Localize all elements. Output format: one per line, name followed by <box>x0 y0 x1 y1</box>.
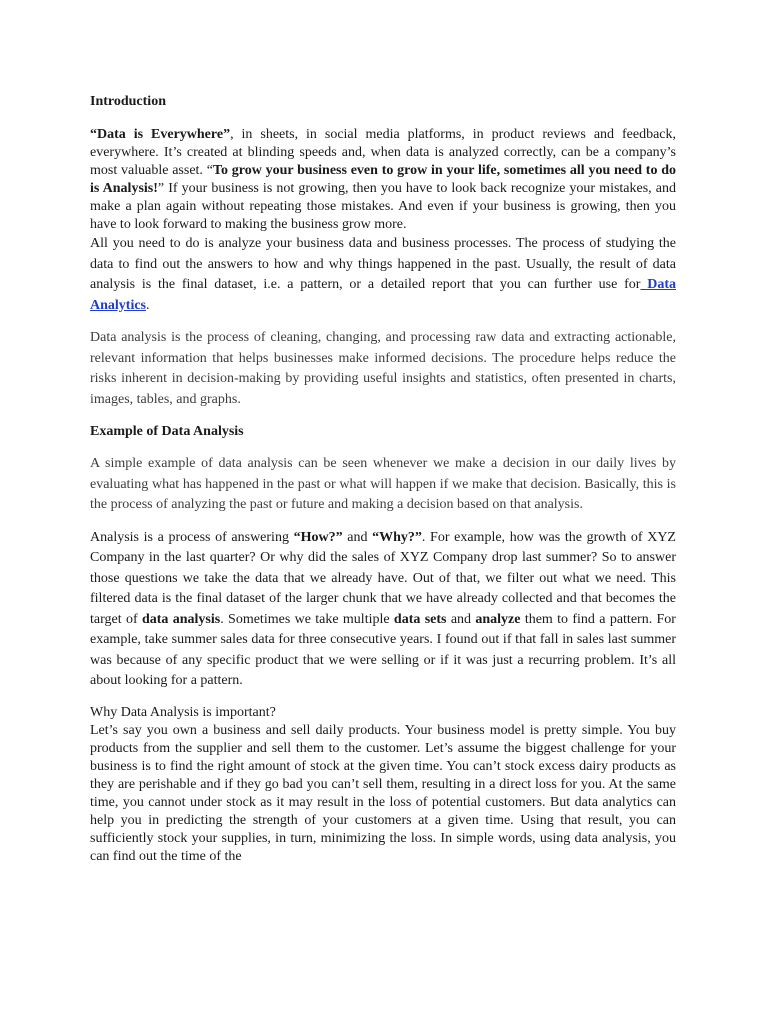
example-paragraph-2 <box>90 528 676 692</box>
intro-p2-end: . <box>146 297 150 313</box>
intro-p2-text: All you need to do is analyze your business data and business processes. The process of studying the data to find out the answers to how and why things happened in the past. Usually, the result of data analysis is the final dataset, i.e. a pattern, or a detailed report that you can further use for <box>90 236 676 292</box>
intro-bold-quote: “Data is Everywhere” <box>90 127 231 142</box>
section-heading-introduction: Introduction <box>90 94 166 109</box>
example-p2-t2: and <box>342 529 373 545</box>
example-p2-t6: them to find a pattern. For example, take summer sales data for three consecutive years. I found out if that fall in sales last summer was because of any specific product that we were selling or if it was just a recurring problem. It’s all about looking for a pattern. <box>90 611 676 688</box>
example-p2-t5: and <box>446 611 476 627</box>
example-p2-t1: Analysis is a process of answering <box>90 529 294 545</box>
example-paragraph-1: A simple example of data analysis can be seen whenever we make a decision in our daily lives by evaluating what has happened in the past or what will happen if we make that decision. Basically, this is the process of analyzing the past or future and making a decision based on that analysis. <box>90 456 676 512</box>
example-bold-why: “Why?” <box>372 529 422 545</box>
example-p2-t3: . For example, how was the growth of XYZ Company in the last quarter? Or why did the sales of XYZ Company drop last summer? So to answer those questions we take the data that we already have. Out of that, we filter out what we need. This filtered data is the final dataset of the larger chunk that we have already collected and that becomes the target of <box>90 529 676 627</box>
section-heading-why: Why Data Analysis is important? <box>90 704 276 720</box>
example-bold-how: “How?” <box>293 529 343 545</box>
example-bold-data-analysis: data analysis <box>141 611 221 627</box>
example-bold-data-sets: data sets <box>393 611 447 627</box>
intro-text-1: , in sheets, in social media platforms, in product reviews and feedback, everywhere. It’s created at blinding speeds and, when data is analyzed correctly, can be a company’s most valuable asset. “ <box>90 127 676 178</box>
intro-paragraph-3: Data analysis is the process of cleaning, changing, and processing raw data and extracting actionable, relevant information that helps businesses make informed decisions. The procedure helps reduce the risks inherent in decision-making by providing useful insights and statistics, often presented in charts, images, tables, and graphs. <box>90 330 676 407</box>
why-paragraph-1: Let’s say you own a business and sell daily products. Your business model is pretty simple. You buy products from the supplier and sell them to the customer. Let’s assume the biggest challenge for your business is to find the right amount of stock at the given time. You can’t stock excess dairy products as they are perishable and if they go bad you can’t sell them, resulting in a direct loss for you. At the same time, you cannot under stock as it may result in the loss of potential customers. But data analytics can help you in predicting the strength of your customers at a given time. Using that result, you can sufficiently stock your supplies, in turn, minimizing the loss. In simple words, using data analysis, you can find out the time of the <box>90 722 676 864</box>
intro-bold-motto: To grow your business even to grow in your life, sometimes all you need to do is Analysis! <box>90 163 677 196</box>
intro-text-2: ” If your business is not growing, then you have to look back recognize your mistakes, and make a plan again without repeating those mistakes. And even if your business is growing, then you have to look forward to making the business grow more. <box>90 181 676 232</box>
section-heading-example: Example of Data Analysis <box>90 424 244 439</box>
example-bold-analyze: analyze <box>475 611 521 627</box>
document-page <box>90 92 676 866</box>
example-p2-t4: . Sometimes we take multiple <box>220 611 394 627</box>
intro-paragraph-2 <box>90 234 676 316</box>
intro-paragraph-1 <box>90 126 676 234</box>
data-analytics-link[interactable]: Data Analytics <box>90 277 676 313</box>
